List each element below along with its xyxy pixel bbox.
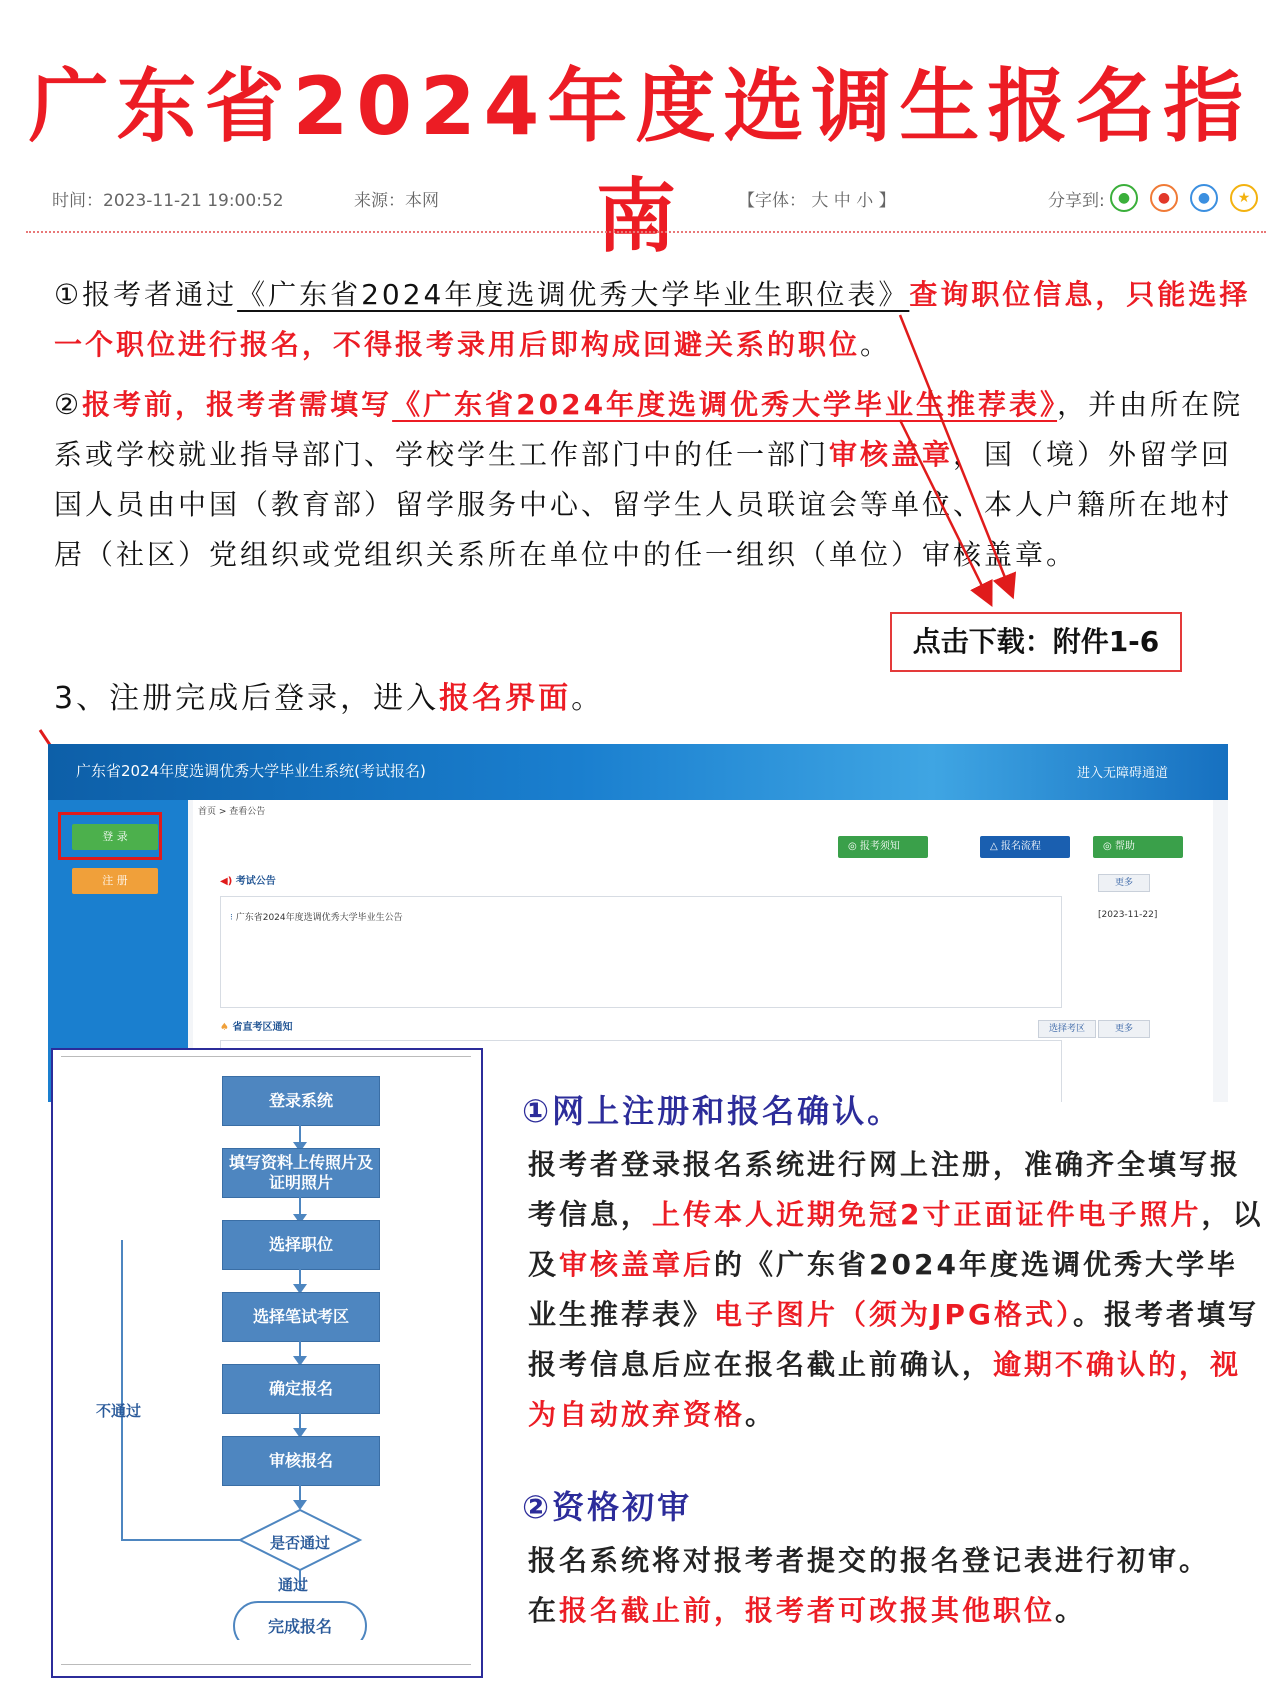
flow-step-choose-exam-area: 选择笔试考区 xyxy=(222,1292,380,1342)
font-size-switch[interactable]: 【字体： 大 中 小 】 xyxy=(738,191,896,211)
system-breadcrumb[interactable]: 首页 > 查看公告 xyxy=(198,807,266,817)
help-icon: ◎ xyxy=(1103,841,1115,852)
step3-highlight: 报名界面 xyxy=(439,681,572,716)
recommendation-form-link[interactable]: 《广东省2024年度选调优秀大学毕业生推荐表》 xyxy=(392,388,1058,421)
sec-a-text-1: 报考者登录报名系统进行网上注册，准确齐全填写报考信息， xyxy=(528,1148,1242,1231)
login-highlight-box xyxy=(58,812,162,860)
announcement-date: [2023-11-22] xyxy=(1098,910,1158,920)
qzone-star-icon[interactable]: ★ xyxy=(1230,184,1258,212)
publish-time: 时间：2023-11-21 19:00:52 xyxy=(52,191,284,211)
flow-step-choose-position: 选择职位 xyxy=(222,1220,380,1270)
sec-a-text-4: 。报考者填写报考信息后应在报名截止前确认， xyxy=(528,1298,1259,1381)
exam-notice-label: 报考须知 xyxy=(859,841,900,852)
announcement-title: 广东省2024年度选调优秀大学毕业生公告 xyxy=(235,913,403,923)
flow-step-confirm: 确定报名 xyxy=(222,1364,380,1414)
para1-highlight: 查询职位信息，只能选择一个职位进行报名，不得报考录用后即构成回避关系的职位 xyxy=(54,278,1251,361)
location-icon: ◎ xyxy=(848,841,860,852)
position-table-link[interactable]: 《广东省2024年度选调优秀大学毕业生职位表》 xyxy=(237,278,910,311)
announcement-item[interactable] xyxy=(230,910,403,923)
more-button-1[interactable]: 更多 xyxy=(1098,874,1150,892)
system-title: 广东省2024年度选调优秀大学毕业生系统(考试报名) xyxy=(76,762,426,780)
flow-decision: 是否通过 xyxy=(269,1534,330,1552)
step3-end: 。 xyxy=(571,681,605,716)
district-notice-label: 省直考区通知 xyxy=(232,1022,293,1033)
flow-icon: △ xyxy=(990,841,1001,852)
para2-highlight-1: 报考前，报考者需填写 xyxy=(82,388,393,421)
district-notice-heading xyxy=(220,1018,292,1033)
sec-a-text-3: 的《广东省2024年度选调优秀大学毕业生推荐表》 xyxy=(528,1248,1238,1331)
weibo-icon[interactable]: ● xyxy=(1150,184,1178,212)
exam-announcement-label: 考试公告 xyxy=(235,876,276,887)
registration-flow-label: 报名流程 xyxy=(1000,841,1041,852)
qq-icon[interactable]: ● xyxy=(1190,184,1218,212)
source-label: 来源：本网 xyxy=(354,191,439,211)
section-qualification-body xyxy=(528,1536,1268,1636)
sec-b-text-1: 报名系统将对报考者提交的报名登记表进行初审。 xyxy=(528,1544,1211,1577)
sec-b-text-2: 在 xyxy=(528,1594,560,1627)
sec-b-highlight: 报名截止前，报考者可改报其他职位 xyxy=(559,1594,1056,1627)
more-button-2[interactable]: 更多 xyxy=(1098,1020,1150,1038)
flow-step-review: 审核报名 xyxy=(222,1436,380,1486)
share-label: 分享到: xyxy=(1048,191,1105,211)
exam-notice-button[interactable] xyxy=(838,836,928,858)
help-button[interactable] xyxy=(1093,836,1183,858)
speaker-icon: ◀) xyxy=(220,876,236,887)
page-title: 广东省2024年度选调生报名指南 xyxy=(28,60,1252,263)
login-button[interactable]: 登 录 xyxy=(72,824,158,850)
flow-final-step: 完成报名 xyxy=(267,1617,332,1636)
help-label: 帮助 xyxy=(1114,841,1135,852)
flow-step-fill-info: 填写资料上传照片及证明照片 xyxy=(222,1148,380,1198)
para2-highlight-2: 审核盖章 xyxy=(829,438,954,471)
para2-text-2: ，国（境）外留学回国人员由中国（教育部）留学服务中心、留学生人员联谊会等单位、本人户籍所在地村居（社区）党组织或党组织关系所在单位中的任一组织（单位）审核盖章。 xyxy=(54,438,1233,571)
frame-bottom-rule xyxy=(61,1664,471,1665)
para1-end: 。 xyxy=(860,328,892,361)
para2-text-1: ，并由所在院系或学校就业指导部门、学校学生工作部门中的任一部门 xyxy=(54,388,1244,471)
flow-pass-label: 通过 xyxy=(278,1576,309,1594)
list-bullet-icon: ⁝ xyxy=(230,913,236,923)
registration-flow-button[interactable] xyxy=(980,836,1070,858)
download-attachments-button[interactable]: 点击下载：附件1-6 xyxy=(890,612,1182,672)
step3-text: 3、注册完成后登录，进入 xyxy=(54,681,440,716)
sec-a-highlight-3: 电子图片（须为JPG格式） xyxy=(714,1298,1073,1331)
section-online-registration-body xyxy=(528,1140,1268,1440)
register-button[interactable]: 注 册 xyxy=(72,868,158,894)
choose-area-button[interactable]: 选择考区 xyxy=(1038,1020,1096,1038)
section-online-registration-heading: ①网上注册和报名确认。 xyxy=(522,1092,903,1130)
exam-announcement-heading xyxy=(220,872,276,887)
wechat-icon[interactable]: ● xyxy=(1110,184,1138,212)
para1-text: ①报考者通过 xyxy=(54,278,238,311)
flow-step-login: 登录系统 xyxy=(222,1076,380,1126)
flow-decision-graphics xyxy=(100,1240,400,1640)
flow-fail-label: 不通过 xyxy=(96,1402,142,1420)
sec-a-highlight-4: 逾期不确认的，视为自动放弃资格 xyxy=(528,1348,1242,1431)
bell-icon: ♠ xyxy=(220,1022,233,1033)
section-qualification-heading: ②资格初审 xyxy=(522,1488,693,1526)
step3-heading xyxy=(54,674,1254,724)
sec-b-text-3: 。 xyxy=(1055,1594,1087,1627)
accessibility-link[interactable]: 进入无障碍通道 xyxy=(1076,766,1168,781)
sec-a-highlight-1: 上传本人近期免冠2寸正面证件电子照片 xyxy=(652,1198,1202,1231)
sec-a-text-5: 。 xyxy=(745,1398,777,1431)
frame-top-rule xyxy=(61,1056,471,1057)
para2-number: ② xyxy=(54,388,83,421)
sec-a-text-2: ，以及 xyxy=(528,1198,1264,1281)
sec-a-highlight-2: 审核盖章后 xyxy=(559,1248,715,1281)
